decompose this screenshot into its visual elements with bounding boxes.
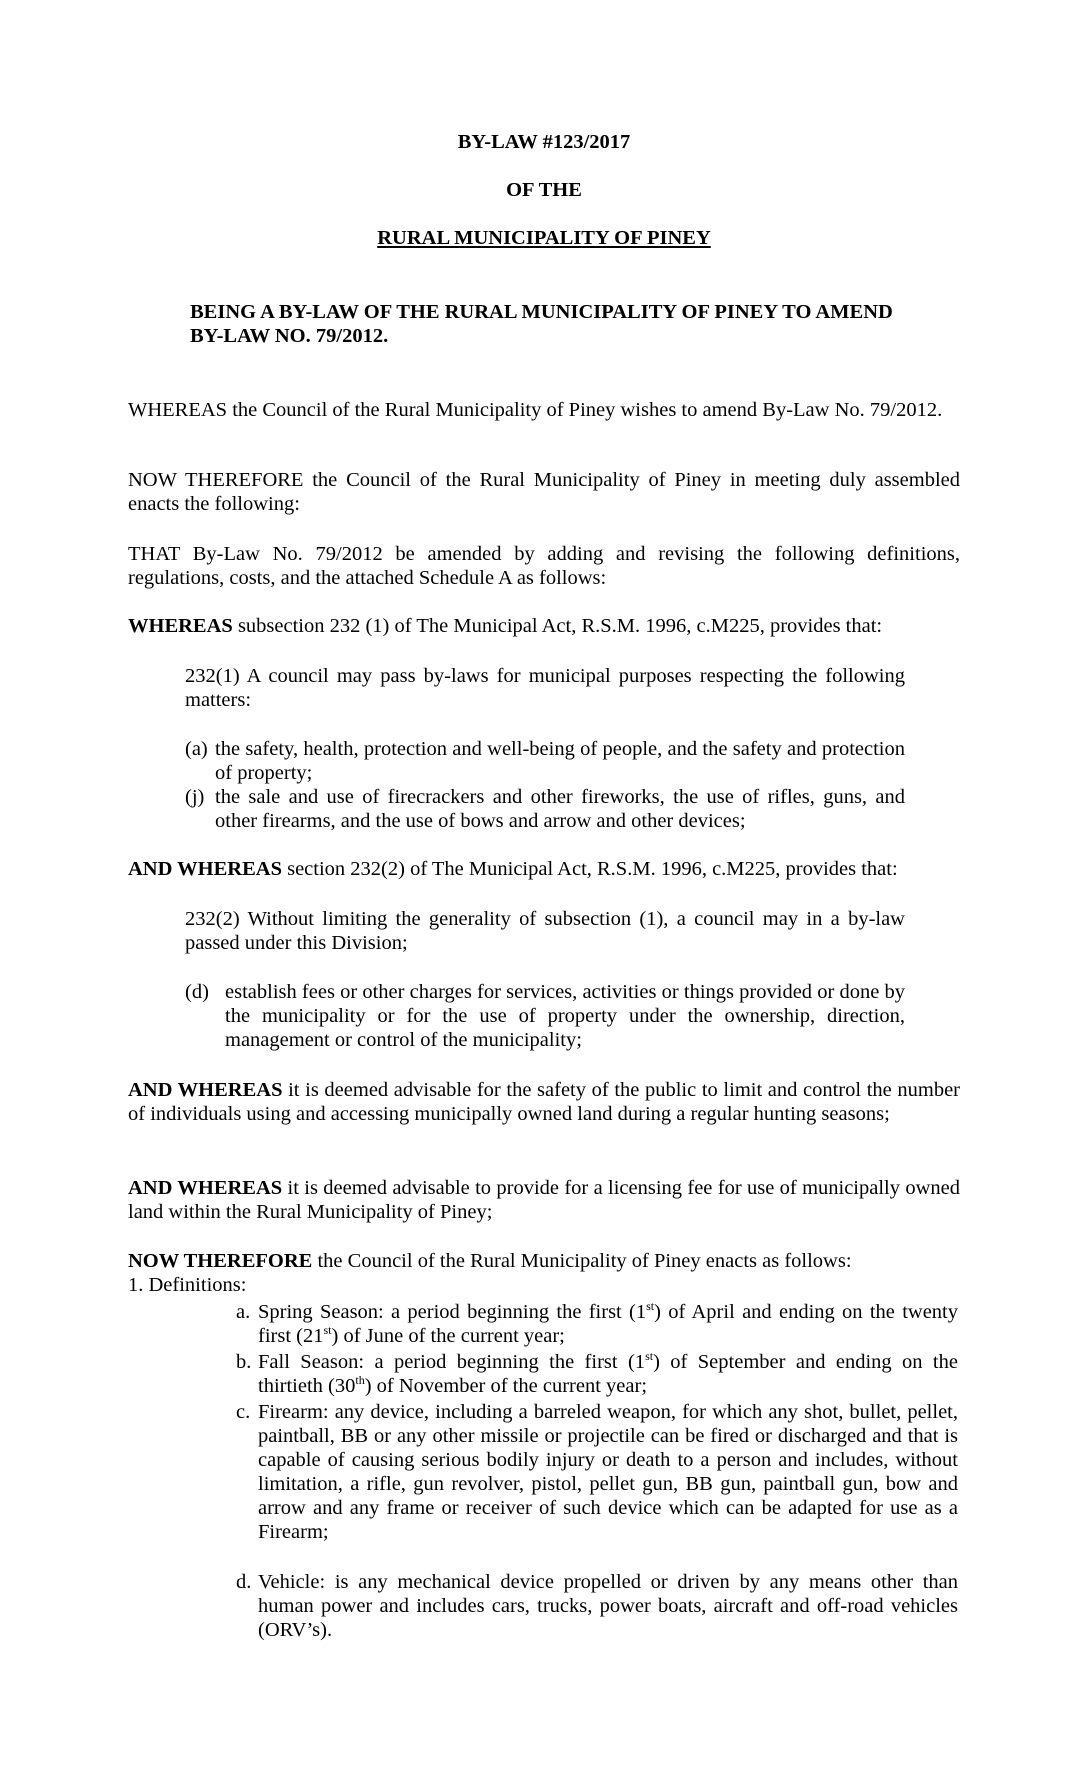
definition-b-text-2: ) of September and ending on the thirtieth (30 bbox=[258, 1351, 958, 1397]
and-whereas-paragraph-1-text: section 232(2) of The Municipal Act, R.S.M. 1996, c.M225, provides that: bbox=[281, 858, 898, 880]
and-whereas-label-1: AND WHEREAS bbox=[128, 858, 282, 880]
municipality-heading-text: RURAL MUNICIPALITY OF PINEY bbox=[377, 227, 711, 249]
definition-a-sup-2: st bbox=[323, 1323, 332, 1338]
definition-b-text bbox=[258, 1350, 958, 1398]
of-the-heading: OF THE bbox=[506, 179, 582, 201]
municipality-heading bbox=[0, 226, 1088, 250]
definition-c-label: c. bbox=[236, 1401, 251, 1423]
clause-d bbox=[185, 980, 905, 1052]
definition-b-text-1: Fall Season: a period beginning the first (1 bbox=[258, 1351, 646, 1373]
clause-j bbox=[185, 785, 905, 833]
that-paragraph: THAT By-Law No. 79/2012 be amended by adding and revising the following definitions, regulations, costs, and the attached Schedule A as follows: bbox=[128, 543, 960, 589]
section-232-1-paragraph: 232(1) A council may pass by-laws for municipal purposes respecting the following matters: bbox=[185, 665, 905, 711]
and-whereas-paragraph-2 bbox=[128, 1078, 960, 1126]
definition-b bbox=[236, 1350, 958, 1398]
definition-d bbox=[236, 1570, 958, 1642]
bylaw-subtitle: BEING A BY-LAW OF THE RURAL MUNICIPALITY OF PINEY TO AMEND BY-LAW NO. 79/2012. bbox=[190, 301, 893, 347]
definition-d-text: Vehicle: is any mechanical device propelled or driven by any means other than human power and includes cars, trucks, power boats, aircraft and off-road vehicles (ORV’s). bbox=[258, 1571, 958, 1641]
and-whereas-paragraph-2-text: it is deemed advisable for the safety of the public to limit and control the number of individuals using and accessing municipally owned land during a regular hunting seasons; bbox=[128, 1079, 960, 1125]
definition-b-sup-2: th bbox=[355, 1373, 365, 1388]
now-therefore-paragraph-1: NOW THEREFORE the Council of the Rural Municipality of Piney in meeting duly assembled enacts the following: bbox=[128, 469, 960, 515]
definition-c-text: Firearm: any device, including a barreled weapon, for which any shot, bullet, pellet, paintball, BB or any other missile or projectile can be fired or discharged and that is capable of causing serious bodily injury or death to a person and includes, without limitation, a rifle, gun revolver, pistol, pellet gun, BB gun, paintball gun, bow and arrow and any frame or receiver of such device which can be adapted for use as a Firearm; bbox=[258, 1401, 958, 1543]
clause-a bbox=[185, 737, 905, 785]
definition-b-label: b. bbox=[236, 1351, 252, 1373]
whereas-label: WHEREAS bbox=[128, 615, 233, 637]
definition-a-text bbox=[258, 1300, 958, 1348]
definition-a-sup-1: st bbox=[646, 1299, 655, 1314]
definition-a-text-3: ) of June of the current year; bbox=[331, 1325, 565, 1347]
clause-j-label: (j) bbox=[185, 786, 205, 808]
clause-a-label: (a) bbox=[185, 738, 208, 760]
and-whereas-label-2: AND WHEREAS bbox=[128, 1079, 283, 1101]
clause-d-label: (d) bbox=[185, 981, 209, 1003]
and-whereas-label-3: AND WHEREAS bbox=[128, 1177, 283, 1199]
clause-d-text: establish fees or other charges for services, activities or things provided or done by the municipality or for the use of property under the ownership, direction, management or control of the municipality; bbox=[225, 981, 905, 1051]
clause-j-text: the sale and use of firecrackers and other fireworks, the use of rifles, guns, and other firearms, and the use of bows and arrow and other devices; bbox=[215, 786, 905, 832]
and-whereas-paragraph-1 bbox=[128, 857, 960, 881]
definition-a bbox=[236, 1300, 958, 1348]
whereas-paragraph-1: WHEREAS the Council of the Rural Municipality of Piney wishes to amend By-Law No. 79/2012. bbox=[128, 399, 943, 421]
section-232-2-paragraph: 232(2) Without limiting the generality of subsection (1), a council may in a by-law passed under this Division; bbox=[185, 908, 905, 954]
definition-b-sup-1: st bbox=[645, 1349, 654, 1364]
definition-c bbox=[236, 1400, 958, 1544]
definition-d-label: d. bbox=[236, 1571, 252, 1593]
clause-a-text: the safety, health, protection and well-being of people, and the safety and protection of property; bbox=[215, 738, 905, 784]
definition-a-label: a. bbox=[236, 1301, 251, 1323]
definitions-heading: 1. Definitions: bbox=[128, 1274, 247, 1296]
now-therefore-paragraph-2 bbox=[128, 1249, 960, 1273]
definition-a-text-1: Spring Season: a period beginning the first (1 bbox=[258, 1301, 647, 1323]
now-therefore-label: NOW THEREFORE bbox=[128, 1250, 313, 1272]
and-whereas-paragraph-3-text: it is deemed advisable to provide for a licensing fee for use of municipally owned land within the Rural Municipality of Piney; bbox=[128, 1177, 960, 1223]
and-whereas-paragraph-3 bbox=[128, 1176, 960, 1224]
now-therefore-paragraph-2-text: the Council of the Rural Municipality of Piney enacts as follows: bbox=[312, 1250, 852, 1272]
whereas-paragraph-2-text: subsection 232 (1) of The Municipal Act, R.S.M. 1996, c.M225, provides that: bbox=[232, 615, 883, 637]
definition-a-text-2: ) of April and ending on the twenty first (21 bbox=[258, 1301, 958, 1347]
whereas-paragraph-2 bbox=[128, 614, 960, 638]
bylaw-number-heading: BY-LAW #123/2017 bbox=[457, 131, 631, 153]
definition-b-text-3: ) of November of the current year; bbox=[364, 1375, 648, 1397]
